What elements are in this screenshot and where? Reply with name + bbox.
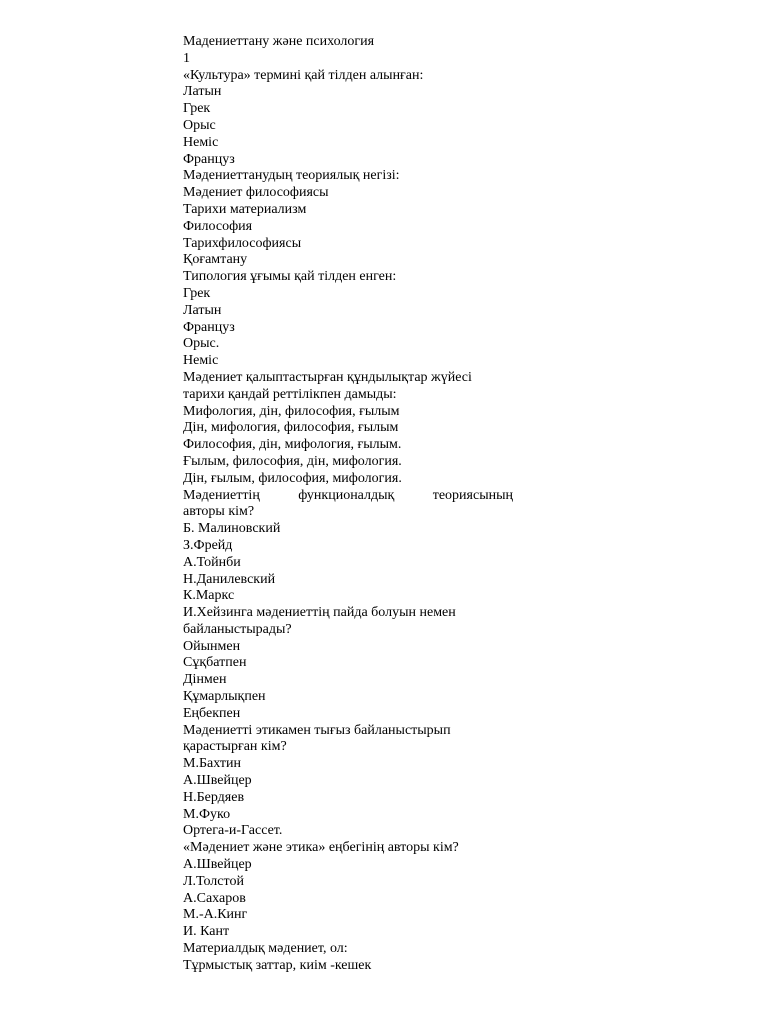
- answer-option: И. Кант: [183, 924, 230, 940]
- answer-option: Неміс: [183, 134, 219, 150]
- document-title: Мадениеттану және психология: [183, 34, 375, 49]
- answer-option: Тұрмыстық заттар, киім -кешек: [183, 957, 372, 973]
- answer-option: Ғылым, философия, дін, мифология.: [183, 453, 402, 469]
- question-text: «Культура» термині қай тілден алынған:: [183, 67, 424, 83]
- answer-option: Француз: [183, 151, 235, 167]
- answer-option: Л.Толстой: [183, 873, 244, 889]
- answer-option: Француз: [183, 319, 235, 335]
- question-block: [183, 840, 513, 941]
- answer-option: Н.Данилевский: [183, 571, 276, 587]
- question-text: қарастырған кім?: [183, 739, 287, 755]
- question-block: [183, 68, 513, 169]
- question-text: Мәдениеттанудың теориялық негізі:: [183, 168, 400, 184]
- answer-option: Неміс: [183, 353, 219, 369]
- question-text: Типология ұғымы қай тілден енген:: [183, 269, 397, 285]
- question-text: Мәдениеттің функционалдық теориясының: [183, 487, 513, 503]
- question-block: [183, 723, 513, 841]
- question-block: [183, 605, 513, 723]
- document-page: [183, 34, 513, 975]
- answer-option: А.Швейцер: [183, 857, 252, 873]
- answer-option: Ойынмен: [183, 638, 241, 654]
- question-block: [183, 168, 513, 269]
- answer-option: Латын: [183, 302, 222, 318]
- question-block: [183, 488, 513, 606]
- question-block: [183, 941, 513, 975]
- answer-option: Тарихи материализм: [183, 201, 307, 217]
- question-text: тарихи қандай реттілікпен дамыды:: [183, 386, 397, 402]
- answer-option: Латын: [183, 84, 222, 100]
- answer-option: А.Сахаров: [183, 890, 246, 906]
- answer-option: М.Бахтин: [183, 756, 241, 772]
- question-text: «Мәдениет және этика» еңбегінің авторы кім?: [183, 840, 459, 856]
- answer-option: Грек: [183, 101, 211, 117]
- question-text: Мәдениетті этикамен тығыз байланыстырып: [183, 722, 451, 738]
- answer-option: Тарихфилософиясы: [183, 235, 302, 251]
- answer-option: К.Маркс: [183, 588, 235, 604]
- answer-option: Орыс.: [183, 336, 220, 352]
- question-text: авторы кім?: [183, 504, 255, 520]
- answer-option: А.Швейцер: [183, 773, 252, 789]
- question-list: [183, 68, 513, 975]
- answer-option: Мифология, дін, философия, ғылым: [183, 403, 400, 419]
- answer-option: Грек: [183, 285, 211, 301]
- answer-option: Қоғамтану: [183, 252, 248, 268]
- answer-option: Н.Бердяев: [183, 789, 245, 805]
- answer-option: Мәдениет философиясы: [183, 185, 329, 201]
- question-text: Материалдық мәдениет, ол:: [183, 941, 348, 957]
- answer-option: Философия, дін, мифология, ғылым.: [183, 437, 402, 453]
- answer-option: М.-А.Кинг: [183, 907, 248, 923]
- section-number: 1: [183, 50, 190, 66]
- answer-option: А.Тойнби: [183, 554, 241, 570]
- answer-option: Б. Малиновский: [183, 521, 281, 537]
- answer-option: Ортега-и-Гассет.: [183, 823, 283, 839]
- answer-option: Орыс: [183, 117, 216, 133]
- question-block: [183, 269, 513, 370]
- answer-option: Дін, мифология, философия, ғылым: [183, 420, 399, 436]
- answer-option: Дінмен: [183, 672, 227, 688]
- answer-option: Сұқбатпен: [183, 655, 247, 671]
- question-text: байланыстырады?: [183, 621, 292, 637]
- answer-option: Еңбекпен: [183, 705, 241, 721]
- question-text: Мәдениет қалыптастырған құндылықтар жүйесі: [183, 369, 472, 385]
- answer-option: М.Фуко: [183, 806, 231, 822]
- answer-option: З.Фрейд: [183, 537, 233, 553]
- answer-option: Құмарлықпен: [183, 689, 266, 705]
- answer-option: Философия: [183, 218, 253, 234]
- question-text: И.Хейзинга мәдениеттің пайда болуын немен: [183, 605, 456, 621]
- answer-option: Дін, ғылым, философия, мифология.: [183, 470, 402, 486]
- question-block: [183, 370, 513, 488]
